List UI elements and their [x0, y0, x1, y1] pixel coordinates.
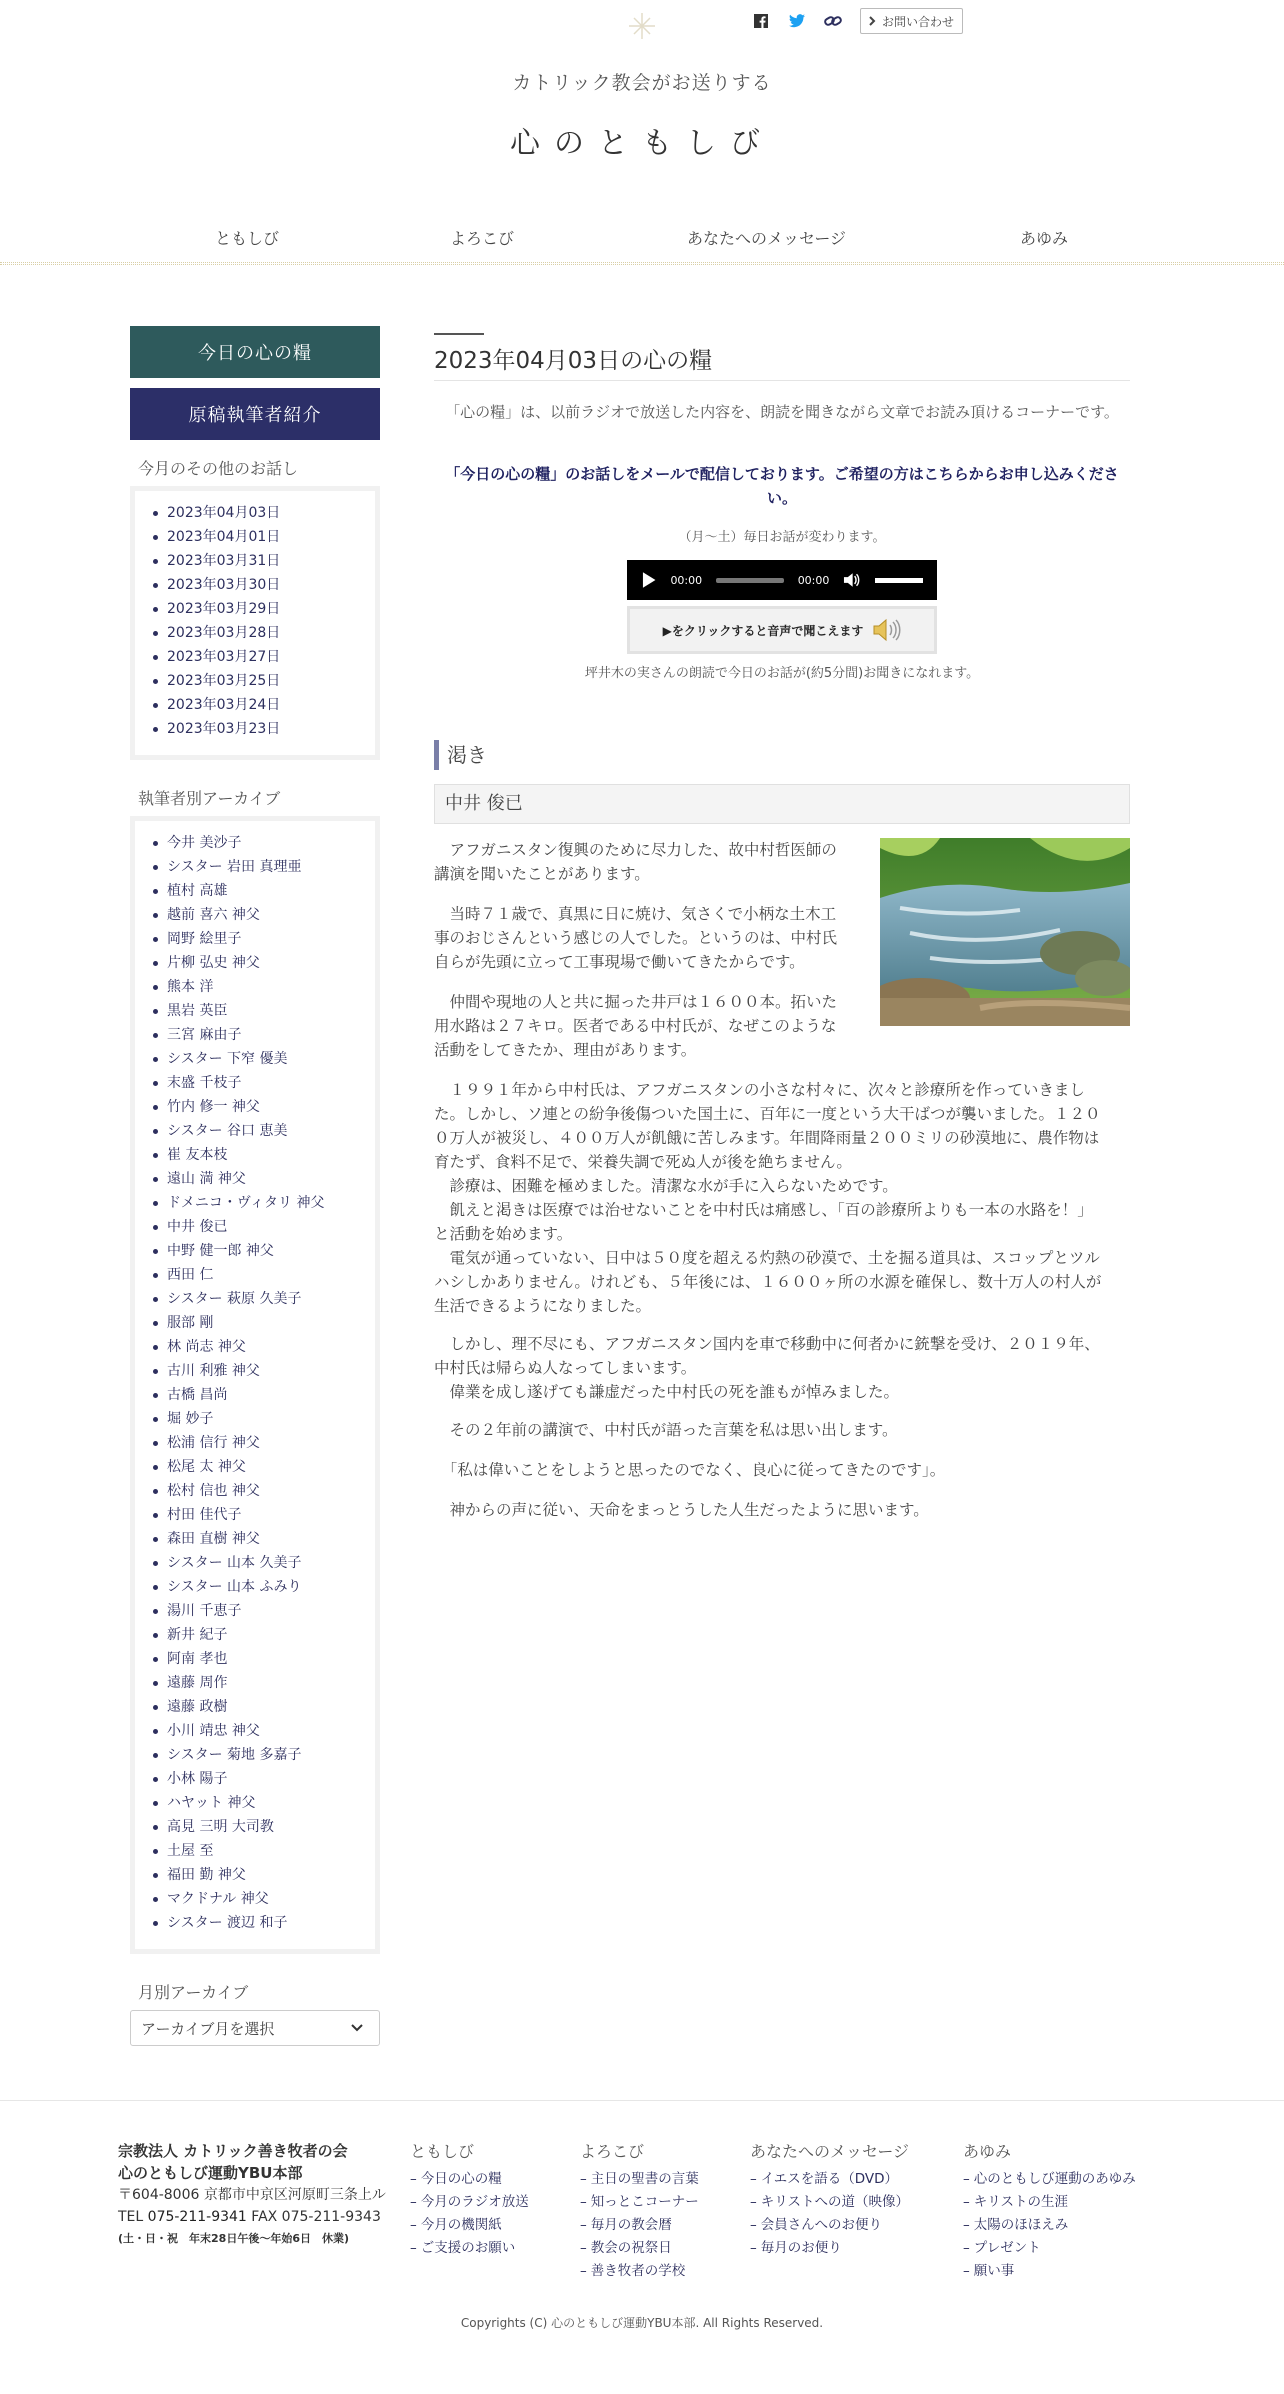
footer-link-dash: – — [580, 2171, 587, 2187]
author-item-link[interactable]: シスター 萩原 久美子 — [167, 1291, 302, 1307]
footer-link[interactable]: キリストの生涯 — [973, 2194, 1068, 2210]
article-line: ハシしかありません。けれども、５年後には、１６００ヶ所の水源を確保し、数十万人の村人が — [434, 1273, 1102, 1291]
nav-item-yorokobi[interactable]: よろこび — [450, 229, 515, 248]
month-item-link[interactable]: 2023年03月23日 — [167, 721, 281, 737]
article-line: 活動をしてきたか、理由があります。 — [434, 1041, 697, 1059]
author-item — [145, 1551, 365, 1575]
author-item-link[interactable]: 松浦 信行 神父 — [167, 1435, 260, 1451]
footer-link-row — [580, 2237, 699, 2260]
author-item-link[interactable]: シスター 菊地 多嘉子 — [167, 1747, 302, 1763]
author-item — [145, 1623, 365, 1647]
author-item — [145, 1287, 365, 1311]
duration-time: 00:00 — [797, 573, 830, 587]
month-item-link[interactable]: 2023年03月31日 — [167, 553, 281, 569]
footer-link[interactable]: 知っとこコーナー — [590, 2194, 699, 2210]
footer-link-row — [410, 2214, 529, 2237]
footer-link-row — [963, 2237, 1136, 2260]
audio-player — [627, 560, 937, 600]
author-item-link[interactable]: 中井 俊已 — [167, 1219, 228, 1235]
footer-link-row — [580, 2214, 699, 2237]
author-item-link[interactable]: 三宮 麻由子 — [167, 1027, 242, 1043]
monthly-archive-select[interactable] — [130, 2010, 380, 2046]
org-address: 〒604-8006 京都市中京区河原町三条上ル — [118, 2187, 386, 2203]
twitter-icon[interactable] — [788, 12, 806, 30]
speaker-icon — [871, 618, 901, 642]
progress-bar[interactable] — [716, 578, 784, 583]
author-item — [145, 1407, 365, 1431]
author-item — [145, 1143, 365, 1167]
footer-link-row — [750, 2214, 909, 2237]
footer-link-row — [750, 2191, 909, 2214]
author-item-link[interactable]: 小林 陽子 — [167, 1771, 228, 1787]
author-item — [145, 927, 365, 951]
month-item-link[interactable]: 2023年03月28日 — [167, 625, 281, 641]
author-item — [145, 1719, 365, 1743]
author-item — [145, 1647, 365, 1671]
article-line: 当時７１歳で、真黒に日に焼け、気さくで小柄な土木工 — [434, 905, 837, 923]
author-item-link[interactable]: 林 尚志 神父 — [167, 1339, 246, 1355]
author-item-link[interactable]: 古川 利雅 神父 — [167, 1363, 260, 1379]
footer-link-row — [410, 2191, 529, 2214]
author-item-link[interactable]: 遠藤 政樹 — [167, 1699, 228, 1715]
author-item-link[interactable]: シスター 下窄 優美 — [167, 1051, 288, 1067]
footer-link[interactable]: 太陽のほほえみ — [973, 2217, 1069, 2233]
author-item-link[interactable]: 土屋 至 — [167, 1843, 214, 1859]
author-item-link[interactable]: シスター 渡辺 和子 — [167, 1915, 288, 1931]
author-item-link[interactable]: 堀 妙子 — [167, 1411, 214, 1427]
chevron-right-icon — [869, 16, 876, 26]
author-item — [145, 1791, 365, 1815]
author-item — [145, 1431, 365, 1455]
author-item-link[interactable]: 松尾 太 神父 — [167, 1459, 246, 1475]
article-line: ０万人が被災し、４００万人が飢餓に苦しみます。年間降雨量２００ミリの砂漠地に、農作物は — [434, 1129, 1100, 1147]
author-item — [145, 1239, 365, 1263]
org-phone — [118, 2206, 386, 2228]
today-kokoro-button[interactable]: 今日の心の糧 — [130, 326, 380, 378]
play-icon[interactable] — [641, 571, 656, 589]
month-item-link[interactable]: 2023年03月24日 — [167, 697, 281, 713]
author-item — [145, 1479, 365, 1503]
footer-link-dash: – — [963, 2240, 970, 2256]
author-item — [145, 1263, 365, 1287]
author-item-link[interactable]: 村田 佳代子 — [167, 1507, 242, 1523]
footer-col-heading: よろこび — [580, 2142, 645, 2161]
article-paragraph — [434, 838, 837, 886]
footer-link-row — [580, 2191, 699, 2214]
author-item-link[interactable]: 松村 信也 神父 — [167, 1483, 260, 1499]
footer-link-dash: – — [580, 2263, 587, 2279]
author-item-link[interactable]: 阿南 孝也 — [167, 1651, 228, 1667]
article-paragraph — [434, 1332, 1100, 1404]
footer-link-dash: – — [580, 2194, 587, 2210]
month-item — [145, 717, 365, 741]
org-info — [118, 2140, 386, 2250]
footer-link-row — [580, 2260, 699, 2283]
author-item-link[interactable]: ドメニコ・ヴィタリ 神父 — [167, 1195, 325, 1211]
author-item — [145, 1167, 365, 1191]
footer-link[interactable]: 主日の聖書の言葉 — [590, 2171, 699, 2187]
author-item-link[interactable]: シスター 山本 ふみり — [167, 1579, 302, 1595]
footer-link-row — [963, 2168, 1136, 2191]
author-item — [145, 1887, 365, 1911]
footer-link-dash: – — [580, 2217, 587, 2233]
footer-link-row — [410, 2237, 529, 2260]
article-line: 神からの声に従い、天命をまっとうした人生だったように思います。 — [434, 1501, 929, 1519]
author-item-link[interactable]: 新井 紀子 — [167, 1627, 228, 1643]
article-line: その２年前の講演で、中村氏が語った言葉を私は思い出します。 — [434, 1421, 898, 1439]
footer-link-dash: – — [410, 2194, 417, 2210]
current-time: 00:00 — [670, 573, 703, 587]
social-links — [752, 8, 963, 34]
nav-item-message[interactable]: あなたへのメッセージ — [687, 229, 847, 248]
month-item — [145, 693, 365, 717]
volume-fill — [875, 578, 923, 583]
month-item — [145, 525, 365, 549]
author-item — [145, 879, 365, 903]
footer-link-dash: – — [963, 2171, 970, 2187]
footer-link[interactable]: 会員さんへのお便り — [760, 2217, 882, 2233]
footer-link-dash: – — [750, 2171, 757, 2187]
article-paragraph — [434, 1418, 897, 1442]
month-item — [145, 573, 365, 597]
author-item — [145, 1527, 365, 1551]
footer-link-dash: – — [750, 2240, 757, 2256]
month-list — [145, 501, 365, 741]
author-item — [145, 1383, 365, 1407]
month-item-link[interactable]: 2023年04月03日 — [167, 505, 281, 521]
fax-text: FAX 075-211-9343 — [251, 2209, 381, 2225]
volume-slider[interactable] — [875, 578, 923, 583]
article-line: 「私は偉いことをしようと思ったのでなく、良心に従ってきたのです」。 — [434, 1461, 946, 1479]
author-item-link[interactable]: 服部 剛 — [167, 1315, 214, 1331]
author-item — [145, 1767, 365, 1791]
footer-col-heading: ともしび — [410, 2142, 475, 2161]
page-title: 2023年04月03日の心の糧 — [434, 348, 713, 374]
footer-link[interactable]: ご支援のお願い — [420, 2240, 516, 2256]
author-item-link[interactable]: 古橋 昌尚 — [167, 1387, 228, 1403]
footer-link[interactable]: 心のともしび運動のあゆみ — [973, 2171, 1136, 2187]
author-item — [145, 951, 365, 975]
author-list — [145, 831, 365, 1935]
author-item-link[interactable]: 湯川 千恵子 — [167, 1603, 242, 1619]
footer-link[interactable]: 今日の心の糧 — [420, 2171, 502, 2187]
author-item — [145, 903, 365, 927]
volume-icon[interactable] — [843, 572, 860, 588]
article-line: 電気が通っていない、日中は５０度を超える灼熱の砂漠で、土を掘る道具は、スコップとツル — [434, 1249, 1100, 1267]
article-line: 自らが先頭に立って工事現場で働いてきたからです。 — [434, 953, 805, 971]
article-line: 飢えと渇きは医療では治せないことを中村氏は痛感し、「百の診療所よりも一本の水路を！」 — [434, 1201, 1093, 1219]
author-widget-title: 執筆者別アーカイブ — [138, 789, 281, 808]
footer-link-dash: – — [963, 2194, 970, 2210]
author-item-link[interactable]: 竹内 修一 神父 — [167, 1099, 260, 1115]
footer-link-dash: – — [963, 2217, 970, 2233]
author-item — [145, 1311, 365, 1335]
author-item-link[interactable]: 福田 勤 神父 — [167, 1867, 246, 1883]
article-line: アフガニスタン復興のために尽力した、故中村哲医師の — [434, 841, 837, 859]
author-item-link[interactable]: 末盛 千枝子 — [167, 1075, 242, 1091]
author-item — [145, 1191, 365, 1215]
article-line: 事のおじさんという感じの人でした。というのは、中村氏 — [434, 929, 838, 947]
author-item — [145, 1335, 365, 1359]
author-item-link[interactable]: 小川 靖忠 神父 — [167, 1723, 260, 1739]
author-item — [145, 1695, 365, 1719]
article-line: １９９１年から中村氏は、アフガニスタンの小さな村々に、次々と診療所を作っていきまし — [434, 1081, 1085, 1099]
month-item-link[interactable]: 2023年03月27日 — [167, 649, 281, 665]
footer-link[interactable]: プレゼント — [973, 2240, 1041, 2256]
article-paragraph — [434, 1498, 929, 1522]
article-line: 仲間や現地の人と共に掘った井戸は１６００本。拓いた — [434, 993, 838, 1011]
audio-listen-label: ▶をクリックすると音声で聞こえます — [662, 623, 864, 638]
author-item-link[interactable]: 今井 美沙子 — [167, 835, 242, 851]
article-paragraph — [434, 990, 837, 1062]
author-item — [145, 831, 365, 855]
org-name: 宗教法人 カトリック善き牧者の会 — [118, 2142, 348, 2160]
author-item-link[interactable]: 高見 三明 大司教 — [167, 1819, 274, 1835]
footer-link-dash: – — [580, 2240, 587, 2256]
footer-link-row — [750, 2168, 909, 2191]
article-line: 用水路は２７キロ。医者である中村氏が、なぜこのような — [434, 1017, 837, 1035]
month-item — [145, 501, 365, 525]
footer-link-row — [750, 2237, 909, 2260]
author-item — [145, 975, 365, 999]
monthly-archive-select-value: アーカイブ月を選択 — [141, 2019, 275, 2038]
org-subname: 心のともしび運動YBU本部 — [118, 2164, 303, 2182]
tel-label: TEL — [118, 2209, 144, 2225]
author-item-link[interactable]: シスター 山本 久美子 — [167, 1555, 302, 1571]
monthly-archive-title: 月別アーカイブ — [138, 1983, 249, 2002]
footer-link-row — [963, 2191, 1136, 2214]
author-item — [145, 1911, 365, 1935]
contact-button[interactable] — [860, 8, 963, 34]
article-line: 偉業を成し遂げても謙虚だった中村氏の死を誰もが悼みました。 — [434, 1383, 900, 1401]
footer-link-dash: – — [963, 2263, 970, 2279]
author-item-link[interactable]: ハヤット 神父 — [167, 1795, 256, 1811]
month-widget — [130, 486, 380, 760]
footer-link-row — [580, 2168, 699, 2191]
footer-link-dash: – — [410, 2217, 417, 2233]
author-item — [145, 1095, 365, 1119]
author-item — [145, 1119, 365, 1143]
article-line: 中村氏は帰らぬ人なってしまいます。 — [434, 1359, 697, 1377]
author-item — [145, 1599, 365, 1623]
article-line: しかし、理不尽にも、アフガニスタン国内を車で移動中に何者かに銃撃を受け、２０１９年、 — [434, 1335, 1100, 1353]
mail-subscribe-link[interactable]: 「今日の心の糧」のお話しをメールで配信しております。ご希望の方はこちらからお申し込みください。 — [445, 465, 1119, 507]
author-name: 中井 俊已 — [434, 784, 1130, 824]
stream-photo — [880, 838, 1130, 1026]
footer-col-heading: あゆみ — [963, 2142, 1012, 2161]
month-item — [145, 549, 365, 573]
month-item — [145, 669, 365, 693]
author-item-link[interactable]: 熊本 洋 — [167, 979, 214, 995]
author-item-link[interactable]: 中野 健一郎 神父 — [167, 1243, 274, 1259]
tel-link[interactable]: 075-211-9341 — [147, 2209, 247, 2225]
global-nav — [0, 226, 1284, 266]
author-item — [145, 1863, 365, 1887]
footer-link-row — [963, 2214, 1136, 2237]
chevron-down-icon — [349, 2020, 365, 2036]
reader-note: 坪井木の実さんの朗読で今日のお話が(約5分間)お聞きになれます。 — [584, 666, 980, 681]
footer-col-tomoshibi — [410, 2140, 529, 2260]
audio-listen-button[interactable] — [627, 606, 937, 654]
footer-link[interactable]: 善き牧者の学校 — [590, 2263, 686, 2279]
author-item — [145, 1047, 365, 1071]
footer-col-message — [750, 2140, 909, 2260]
month-item-link[interactable]: 2023年03月29日 — [167, 601, 281, 617]
month-item-link[interactable]: 2023年03月25日 — [167, 673, 281, 689]
author-item — [145, 1575, 365, 1599]
footer-link[interactable]: 今月の機関紙 — [420, 2217, 502, 2233]
footer-link[interactable]: 毎月のお便り — [760, 2240, 842, 2256]
article-paragraph — [434, 1078, 1101, 1318]
footer-link-dash: – — [410, 2171, 417, 2187]
footer-link-row — [410, 2168, 529, 2191]
author-item — [145, 1815, 365, 1839]
footer-col-ayumi — [963, 2140, 1136, 2283]
footer-col-yorokobi — [580, 2140, 699, 2283]
footer-link[interactable]: キリストへの道（映像） — [760, 2194, 909, 2210]
section-title: 渇き — [434, 740, 487, 770]
author-item — [145, 1455, 365, 1479]
author-widget — [130, 816, 380, 1954]
article-line: 育たず、食料不足で、栄養失調で死ぬ人が後を絶ちません。 — [434, 1153, 852, 1171]
author-item-link[interactable]: シスター 谷口 恵美 — [167, 1123, 288, 1139]
author-item — [145, 1023, 365, 1047]
nav-item-ayumi[interactable]: あゆみ — [1020, 229, 1069, 248]
title-divider — [434, 380, 1130, 381]
authors-intro-button[interactable]: 原稿執筆者紹介 — [130, 388, 380, 440]
author-item — [145, 1359, 365, 1383]
author-item-link[interactable]: マクドナル 神父 — [167, 1891, 269, 1907]
footer-link-row — [963, 2260, 1136, 2283]
footer-link-dash: – — [750, 2194, 757, 2210]
footer-col-heading: あなたへのメッセージ — [750, 2142, 910, 2161]
author-item — [145, 1215, 365, 1239]
author-item-link[interactable]: 遠藤 周作 — [167, 1675, 228, 1691]
author-item-link[interactable]: 植村 高雄 — [167, 883, 228, 899]
article-paragraph — [434, 1458, 945, 1482]
footer-link[interactable]: 毎月の教会暦 — [590, 2217, 672, 2233]
daily-note: （月～土）毎日お話が変わります。 — [678, 530, 886, 545]
author-item — [145, 1671, 365, 1695]
month-item — [145, 621, 365, 645]
title-accent-rule — [434, 333, 484, 335]
footer-link-dash: – — [750, 2217, 757, 2233]
author-item-link[interactable]: 黒岩 英臣 — [167, 1003, 228, 1019]
footer-link[interactable]: 願い事 — [973, 2263, 1015, 2279]
footer-link[interactable]: 今月のラジオ放送 — [420, 2194, 529, 2210]
author-item-link[interactable]: 西田 仁 — [167, 1267, 214, 1283]
month-item — [145, 645, 365, 669]
author-item-link[interactable]: 岡野 絵里子 — [167, 931, 242, 947]
intro-text: 「心の糧」は、以前ラジオで放送した内容を、朗読を聞きながら文章でお読み頂けるコーナーです。 — [445, 403, 1119, 421]
article-paragraph — [434, 902, 837, 974]
author-item — [145, 999, 365, 1023]
article-line: 診療は、困難を極めました。清潔な水が手に入らないためです。 — [434, 1177, 898, 1195]
star-ornament-icon — [628, 12, 656, 40]
footer-link[interactable]: 教会の祝祭日 — [590, 2240, 672, 2256]
nav-item-tomoshibi[interactable]: ともしび — [215, 229, 280, 248]
author-item — [145, 1071, 365, 1095]
footer-link[interactable]: イエスを語る（DVD） — [760, 2171, 898, 2187]
article-line: 生活できるようになりました。 — [434, 1297, 652, 1315]
article-line: 講演を聞いたことがあります。 — [434, 865, 650, 883]
site-title[interactable]: 心のともしび — [510, 126, 774, 161]
link-icon[interactable] — [824, 12, 842, 30]
copyright: Copyrights (C) 心のともしび運動YBU本部. All Rights Reserved. — [460, 2316, 824, 2330]
footer-link-dash: – — [410, 2240, 417, 2256]
author-item — [145, 855, 365, 879]
author-item-link[interactable]: 森田 直樹 神父 — [167, 1531, 260, 1547]
author-item-link[interactable]: 越前 喜六 神父 — [167, 907, 260, 923]
facebook-icon[interactable] — [752, 12, 770, 30]
author-item-link[interactable]: シスター 岩田 真理亜 — [167, 859, 302, 875]
author-item — [145, 1743, 365, 1767]
article-line: と活動を始めます。 — [434, 1225, 573, 1243]
month-item-link[interactable]: 2023年03月30日 — [167, 577, 281, 593]
author-item-link[interactable]: 片柳 弘史 神父 — [167, 955, 260, 971]
month-item — [145, 597, 365, 621]
site-subtitle: カトリック教会がお送りする — [512, 72, 772, 94]
contact-label: お問い合わせ — [882, 14, 955, 29]
month-item-link[interactable]: 2023年04月01日 — [167, 529, 281, 545]
footer-divider — [0, 2100, 1284, 2101]
author-item — [145, 1839, 365, 1863]
holiday-note: (土・日・祝 年末28日午後〜年始6日 休業) — [118, 2232, 350, 2245]
author-item-link[interactable]: 崔 友本枝 — [167, 1147, 228, 1163]
month-widget-title: 今月のその他のお話し — [138, 459, 299, 478]
author-item-link[interactable]: 遠山 満 神父 — [167, 1171, 246, 1187]
author-item — [145, 1503, 365, 1527]
article-line: た。しかし、ソ連との紛争後傷ついた国土に、百年に一度という大干ばつが襲いました。１２０ — [434, 1105, 1101, 1123]
nav-divider — [0, 262, 1284, 265]
